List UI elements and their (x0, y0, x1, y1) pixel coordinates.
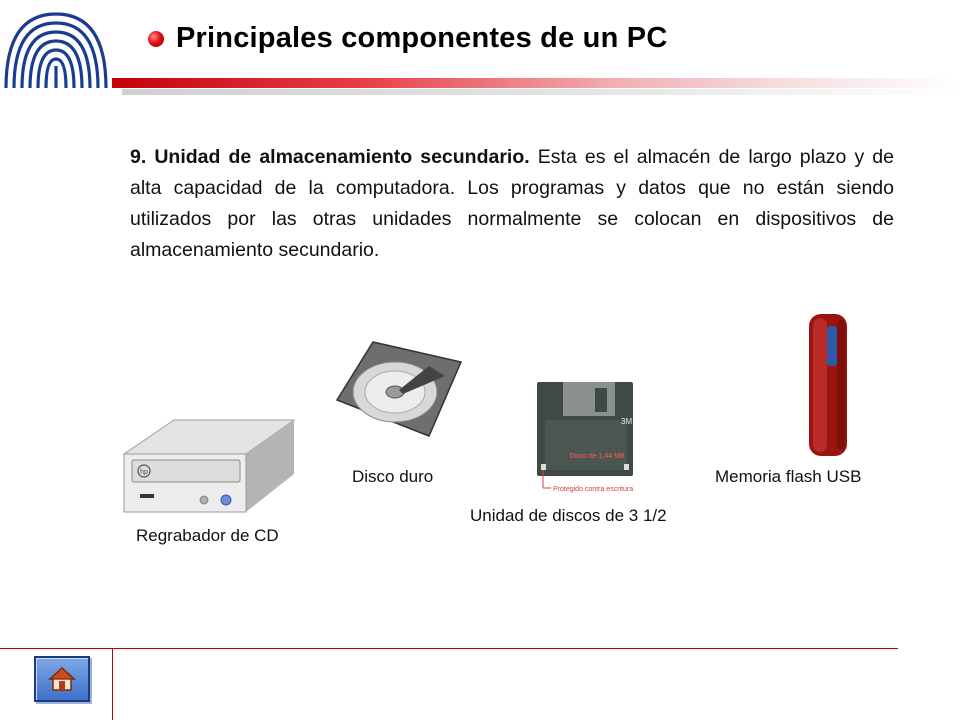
page-title: Principales componentes de un PC (176, 22, 668, 54)
floppy-protect-label: Protegido contra escritura (553, 486, 634, 493)
hard-disk-caption: Disco duro (352, 467, 434, 486)
cd-burner-image (118, 414, 302, 523)
floppy-capacity-label: Disco de 1,44 MB (569, 453, 625, 460)
floppy-caption: Unidad de discos de 3 1/2 (470, 506, 667, 525)
hp-brand-text: hp (140, 469, 148, 476)
header-divider (112, 78, 960, 88)
footer-divider (112, 648, 898, 649)
floppy-image (535, 380, 647, 503)
cd-burner-drive-icon (118, 414, 302, 518)
header-divider-shadow (122, 89, 960, 95)
logo (0, 6, 118, 92)
home-button[interactable] (34, 656, 90, 702)
floppy-brand-text: 3M (621, 417, 633, 426)
university-vault-logo-icon (0, 6, 118, 92)
red-ball-bullet-icon (148, 31, 164, 47)
hard-disk-image (333, 336, 463, 445)
floppy-disk-icon (535, 380, 647, 498)
footer-corner-vertical (112, 648, 113, 720)
cd-burner-caption: Regrabador de CD (136, 526, 279, 545)
section-text: Esta es el almacén de largo plazo y de alta capacidad de la computadora. Los programas y datos que no están siendo utilizados por las otras unidades normalmente se colocan en dispositivos de almacenamiento secundario. (130, 146, 895, 261)
body-paragraph (130, 142, 894, 266)
footer-corner-horizontal (0, 648, 113, 649)
home-icon (48, 666, 76, 692)
usb-image (805, 310, 853, 465)
hard-disk-icon (333, 336, 463, 440)
usb-flash-drive-icon (805, 310, 853, 460)
section-heading: 9. Unidad de almacenamiento secundario. (130, 146, 530, 168)
title-row (148, 22, 667, 55)
usb-caption: Memoria flash USB (715, 467, 862, 486)
